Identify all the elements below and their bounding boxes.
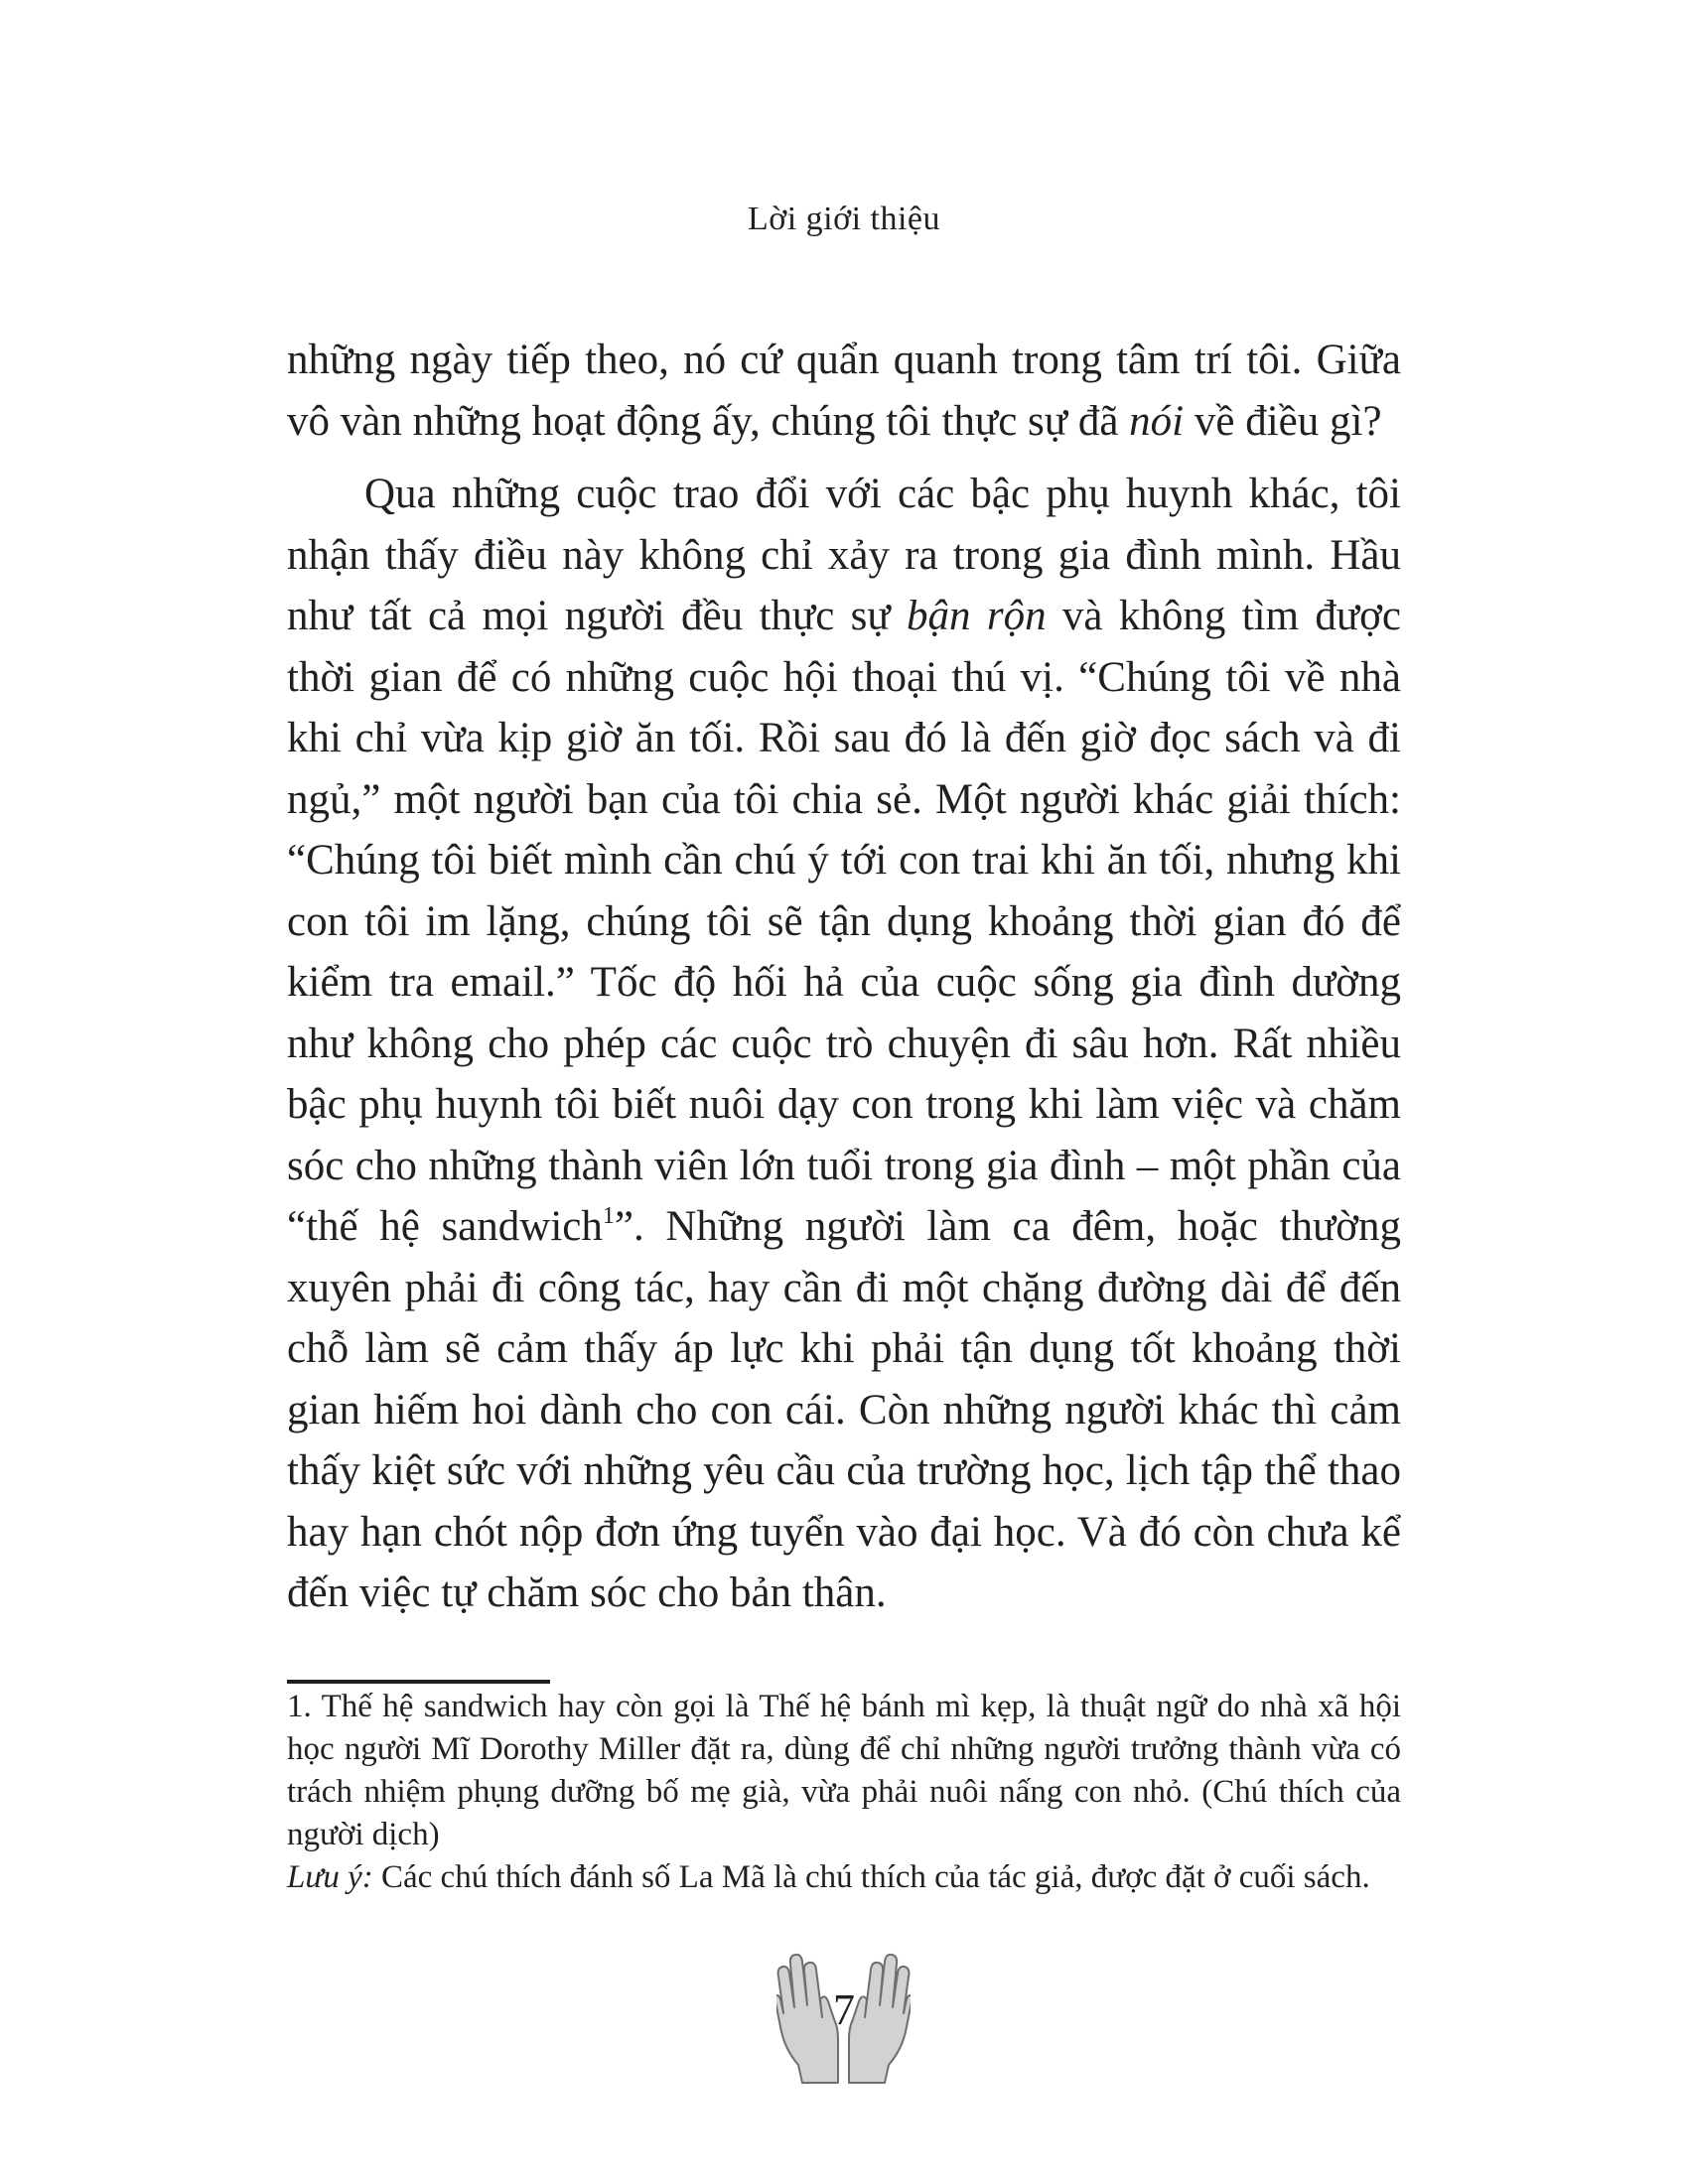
footnote-1: 1. Thế hệ sandwich hay còn gọi là Thế hệ bánh mì kẹp, là thuật ngữ do nhà xã hội học người Mĩ Dorothy Miller đặt ra, dùng để chỉ những người trưởng thành vừa có trách nhiệm phụng dưỡng bố mẹ già, vừa phải nuôi nấng con nhỏ. (Chú thích của người dịch)	[287, 1689, 1401, 1852]
paragraph-1-text-b: về điều gì?	[1184, 397, 1382, 445]
footnote-divider	[287, 1680, 550, 1684]
paragraph-1-italic: nói	[1129, 397, 1185, 445]
paragraph-2-italic: bận rộn	[907, 593, 1047, 639]
footnote-note-label: Lưu ý:	[287, 1859, 373, 1895]
page-number: 7	[833, 1985, 855, 2034]
paragraph-1	[287, 330, 1401, 452]
footnote-note-text: Các chú thích đánh số La Mã là chú thích của tác giả, được đặt ở cuối sách.	[372, 1859, 1370, 1895]
footnote-reference[interactable]: 1	[602, 1203, 615, 1229]
paragraph-2-text-b: và không tìm được thời gian để có những cuộc hội thoại thú vị. “Chúng tôi về nhà khi chỉ vừa kịp giờ ăn tối. Rồi sau đó là đến giờ đọc sách và đi ngủ,” một người bạn của tôi chia sẻ. Một người khác giải thích: “Chúng tôi biết mình cần chú ý tới con trai khi ăn tối, nhưng khi con tôi im lặng, chúng tôi sẽ tận dụng khoảng thời gian đó để kiểm tra email.” Tốc độ hối hả của cuộc sống gia đình dường như không cho phép các cuộc trò chuyện đi sâu hơn. Rất nhiều bậc phụ huynh tôi biết nuôi dạy con trong khi làm việc và chăm sóc cho những thành viên lớn tuổi trong gia đình – một phần của “thế hệ sandwich	[287, 593, 1402, 1250]
paragraph-2	[287, 464, 1401, 1624]
footnote-note	[287, 1856, 1401, 1899]
footnotes	[287, 1686, 1401, 1899]
paragraph-2-text-a: Qua những cuộc trao đổi với các bậc phụ huynh khác, tôi nhận thấy điều này không chỉ xảy ra trong gia đình mình. Hầu như tất cả mọi người đều thực sự	[287, 471, 1401, 639]
paragraph-2-text-c: ”. Những người làm ca đêm, hoặc thường xuyên phải đi công tác, hay cần đi một chặng đường dài để đến chỗ làm sẽ cảm thấy áp lực khi phải tận dụng tốt khoảng thời gian hiếm hoi dành cho con cái. Còn những người khác thì cảm thấy kiệt sức với những yêu cầu của trường học, lịch tập thể thao hay hạn chót nộp đơn ứng tuyển vào đại học. Và đó còn chưa kể đến việc tự chăm sóc cho bản thân.	[287, 1203, 1402, 1616]
running-header: Lời giới thiệu	[747, 201, 941, 237]
paragraph-1-text-a: những ngày tiếp theo, nó cứ quẩn quanh trong tâm trí tôi. Giữa vô vàn những hoạt động ấy, chúng tôi thực sự đã	[287, 337, 1401, 445]
body-text	[287, 330, 1401, 1624]
